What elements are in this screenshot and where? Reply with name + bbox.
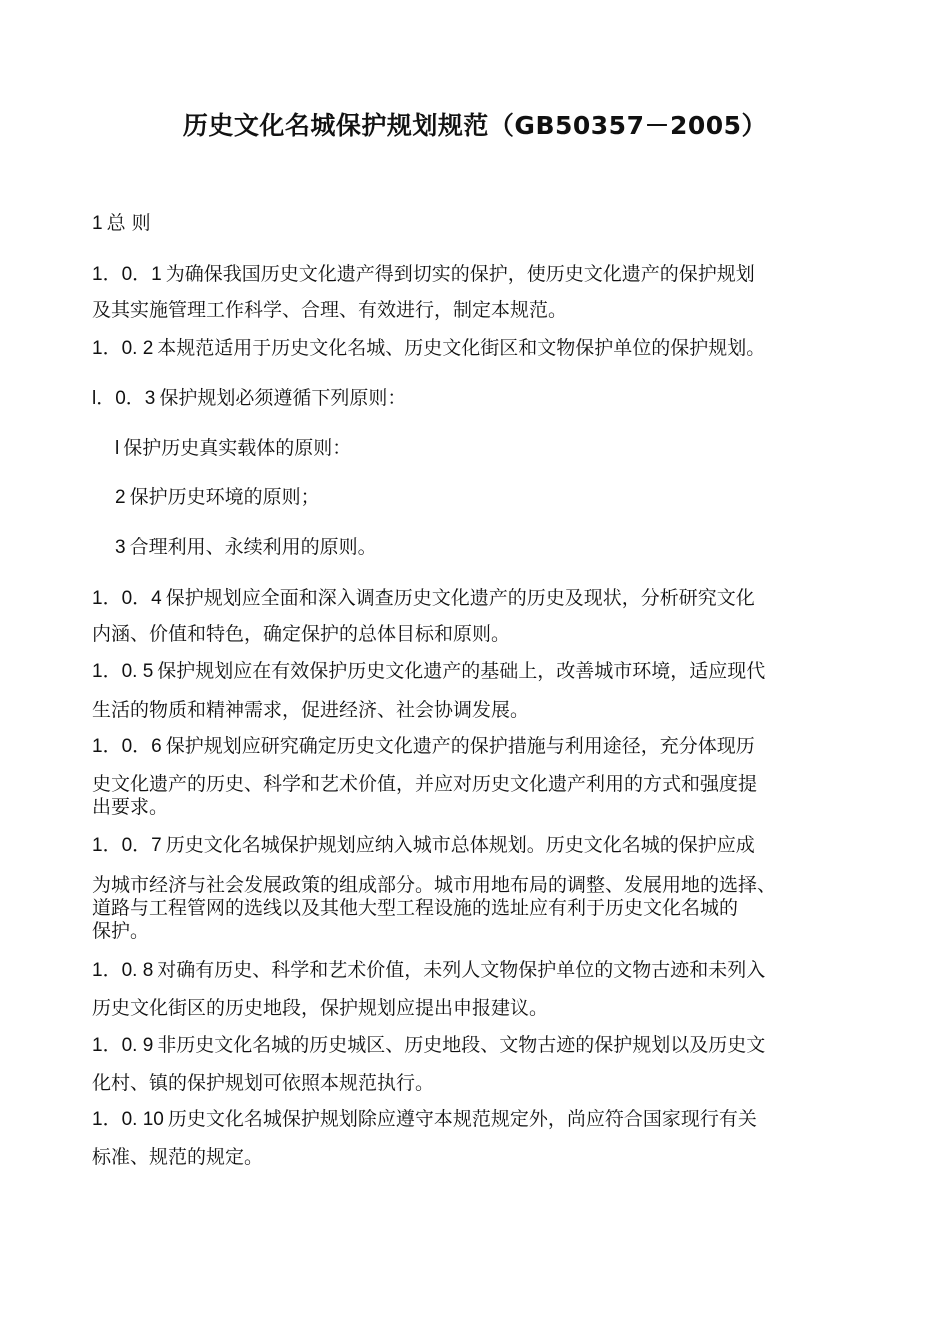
item-number: l [115,438,120,459]
clause-1-0-8-line-1 [92,958,765,983]
clause-text: 历史文化街区的历史地段，保护规划应提出申报建议。 [92,997,549,1019]
page-title: 历史文化名城保护规划规范（GB50357－2005） [182,111,768,140]
clause-number: 1．0. 5 [92,661,154,682]
clause-1-0-4-line-2 [92,622,510,646]
clause-1-0-7-line-2 [92,873,776,897]
clause-number: 1．0. 8 [92,960,154,981]
clause-text: 保护规划应全面和深入调查历史文化遗产的历史及现状，分析研究文化 [165,587,755,609]
clause-number: 1．0．1 [92,264,162,285]
clause-text: 道路与工程管网的选线以及其他大型工程设施的选址应有利于历史文化名城的 [92,897,739,919]
clause-text: 保护规划应在有效保护历史文化遗产的基础上，改善城市环境，适应现代 [157,660,766,682]
item-number: 3 [115,537,126,558]
clause-number: 1．0．7 [92,835,162,856]
clause-text: 保护规划应研究确定历史文化遗产的保护措施与利用途径，充分体现历 [165,735,755,757]
item-text: 保护历史真实载体的原则： [123,437,352,459]
clause-text: 出要求。 [92,796,169,818]
clause-text: 非历史文化名城的历史城区、历史地段、文物古迹的保护规划以及历史文 [157,1034,766,1056]
clause-1-0-9-line-2 [92,1071,434,1095]
clause-text: 保护。 [92,920,150,942]
principle-item-1 [115,436,351,461]
item-text: 合理利用、永续利用的原则。 [129,536,377,558]
clause-1-0-7-line-4 [92,919,149,943]
clause-1-0-5-line-1 [92,659,765,684]
clause-1-0-5-line-2 [92,698,529,722]
clause-text: 及其实施管理工作科学、合理、有效进行，制定本规范。 [92,299,568,321]
clause-text: 内涵、价值和特色，确定保护的总体目标和原则。 [92,623,511,645]
clause-number: l．0．3 [92,388,156,409]
clause-1-0-7-line-1 [92,833,755,858]
clause-text: 史文化遗产的历史、科学和艺术价值，并应对历史文化遗产利用的方式和强度提 [92,773,758,795]
clause-text: 标准、规范的规定。 [92,1146,264,1168]
clause-number: 1．0. 9 [92,1035,154,1056]
item-text: 保护历史环境的原则； [129,486,320,508]
clause-text: 为城市经济与社会发展政策的组成部分。城市用地布局的调整、发展用地的选择、 [92,874,777,896]
clause-1-0-2-line-1 [92,336,765,361]
clause-text: 本规范适用于历史文化名城、历史文化街区和文物保护单位的保护规划。 [157,337,766,359]
clause-text: 历史文化名城保护规划应纳入城市总体规划。历史文化名城的保护应成 [165,834,755,856]
section-heading [92,211,151,236]
clause-1-0-10-line-1 [92,1107,757,1132]
principle-item-3 [115,535,377,560]
clause-text: 为确保我国历史文化遗产得到切实的保护，使历史文化遗产的保护规划 [165,263,755,285]
clause-1-0-4-line-1 [92,586,755,611]
clause-1-0-1-line-2 [92,298,567,322]
clause-1-0-6-line-2 [92,772,757,796]
clause-text: 保护规划必须遵循下列原则： [159,387,407,409]
principle-item-2 [115,485,320,510]
item-number: 2 [115,487,126,508]
clause-text: 化村、镇的保护规划可依照本规范执行。 [92,1072,435,1094]
clause-number: 1．0．4 [92,588,162,609]
clause-text: 历史文化名城保护规划除应遵守本规范规定外，尚应符合国家现行有关 [167,1108,757,1130]
clause-1-0-8-line-2 [92,996,548,1020]
section-heading-text: 总 则 [106,212,151,234]
clause-number: 1．0. 10 [92,1109,164,1130]
clause-1-0-7-line-3 [92,896,738,920]
clause-number: 1．0．6 [92,736,162,757]
clause-1-0-6-line-1 [92,734,755,759]
clause-1-0-1-line-1 [92,262,755,287]
section-number: 1 [92,213,103,234]
clause-1-0-9-line-1 [92,1033,765,1058]
clause-text: 生活的物质和精神需求，促进经济、社会协调发展。 [92,699,530,721]
clause-1-0-6-line-3 [92,795,168,819]
clause-number: 1．0. 2 [92,338,154,359]
clause-text: 对确有历史、科学和艺术价值，未列人文物保护单位的文物古迹和未列入 [157,959,766,981]
clause-1-0-3-line-1 [92,386,406,411]
clause-1-0-10-line-2 [92,1145,263,1169]
